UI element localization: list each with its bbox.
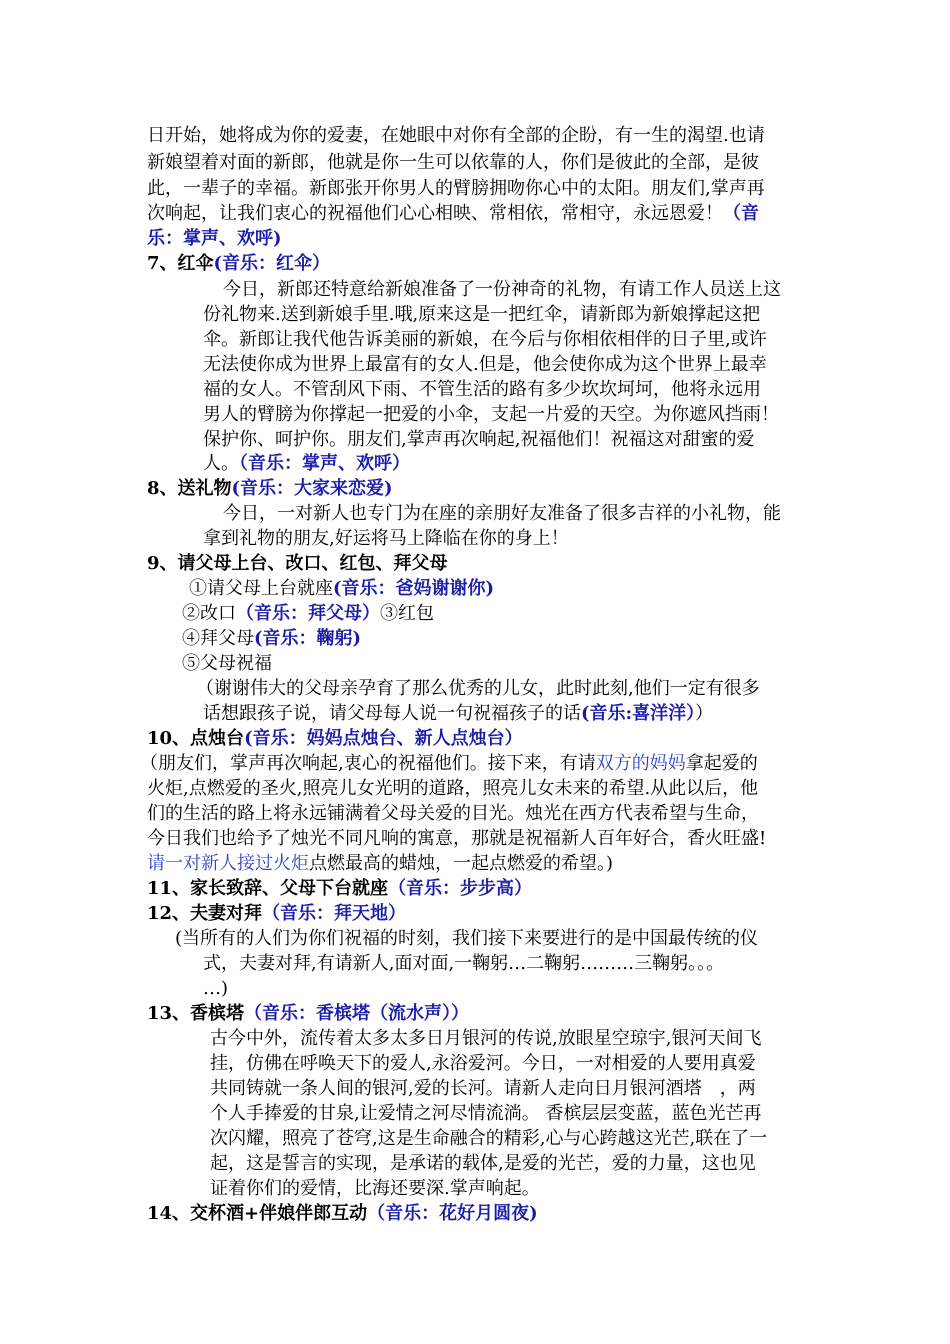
text: （谢谢伟大的父母亲孕育了那么优秀的儿女，此时此刻,他们一定有很多 <box>196 678 760 699</box>
text: ④拜父母 <box>182 628 254 649</box>
heading-text: 7、红伞 <box>147 253 214 274</box>
music-note: (音乐：鞠躬) <box>254 628 362 649</box>
paragraph-line <box>140 751 758 776</box>
section-heading <box>147 551 448 576</box>
text: ③红包 <box>380 603 434 624</box>
paragraph-line <box>210 1051 756 1076</box>
heading-text: 11、家长致辞、父母下台就座 <box>147 878 389 899</box>
highlight-text: 请一对新人接过火炬 <box>147 853 309 874</box>
text: 拿到礼物的朋友,好运将马上降临在你的身上！ <box>203 528 569 549</box>
text: ） <box>695 703 714 724</box>
list-item <box>182 626 361 651</box>
paragraph-line <box>210 1151 756 1176</box>
paragraph-line <box>147 851 613 876</box>
text: 保护你、呵护你。朋友们,掌声再次响起,祝福他们！祝福这对甜蜜的爱 <box>203 429 755 450</box>
paragraph-line <box>147 226 282 251</box>
text: 今日，新郎还特意给新娘准备了一份神奇的礼物，有请工作人员送上这 <box>223 279 781 300</box>
music-note: （音乐：香槟塔（流水声）） <box>244 1003 470 1024</box>
text: 男人的臂膀为你撑起一把爱的小伞，支起一片爱的天空。为你遮风挡雨！ <box>203 404 779 425</box>
text: 此，一辈子的幸福。新郎张开你男人的臂膀拥吻你心中的太阳。朋友们,掌声再 <box>147 178 765 199</box>
paragraph-line <box>210 1076 756 1101</box>
music-note: (音乐：爸妈谢谢你) <box>333 578 495 599</box>
paragraph-line <box>203 402 779 427</box>
text: 话想跟孩子说，请父母每人说一句祝福孩子的话 <box>203 703 581 724</box>
music-note: (音乐：大家来恋爱) <box>231 478 393 499</box>
text: 拿起爱的 <box>685 753 758 774</box>
text: 人。 <box>203 453 239 474</box>
paragraph-line <box>203 976 228 1001</box>
heading-text: 8、送礼物 <box>147 478 232 499</box>
music-note: 乐：掌声、欢呼) <box>147 228 282 249</box>
heading-text: 14、交杯酒+伴娘伴郎互动 <box>147 1203 368 1224</box>
paragraph-line <box>203 701 713 726</box>
text: 挂，仿佛在呼唤天下的爱人,永浴爱河。今日，一对相爱的人要用真爱 <box>210 1053 756 1074</box>
paragraph-line <box>203 451 410 476</box>
music-note: （音乐：花好月圆夜) <box>367 1203 538 1224</box>
list-item <box>182 601 434 626</box>
paragraph-line <box>175 926 758 951</box>
text: 古今中外，流传着太多太多日月银河的传说,放眼星空琼宇,银河天间飞 <box>210 1028 762 1049</box>
text: 今日，一对新人也专门为在座的亲朋好友准备了很多吉祥的小礼物，能 <box>223 503 781 524</box>
text: 证着你们的爱情，比海还要深.掌声响起。 <box>210 1178 540 1199</box>
paragraph-line <box>210 1026 761 1051</box>
section-heading <box>147 1001 469 1026</box>
paragraph-line <box>203 951 724 976</box>
text: (当所有的人们为你们祝福的时刻，我们接下来要进行的是中国最传统的仪 <box>175 928 759 949</box>
text: 今日我们也给予了烛光不同凡响的寓意，那就是祝福新人百年好合，香火旺盛! <box>147 828 767 849</box>
music-note: (音乐:喜洋洋） <box>581 703 696 724</box>
section-heading <box>147 251 330 276</box>
heading-text: 9、请父母上台、改口、红包、拜父母 <box>147 553 448 574</box>
music-note: （音乐：拜父母） <box>236 603 380 624</box>
text: 无法使你成为世界上最富有的女人.但是，他会使你成为这个世界上最幸 <box>203 354 767 375</box>
paragraph-line <box>147 150 759 175</box>
paragraph-line <box>203 427 754 452</box>
paragraph-line <box>203 327 767 352</box>
paragraph-line <box>223 277 781 302</box>
text: （朋友们，掌声再次响起,衷心的祝福他们。接下来，有请 <box>140 753 596 774</box>
music-note: (音乐：妈妈点烛台、新人点烛台） <box>244 728 523 749</box>
paragraph-line <box>203 526 569 551</box>
paragraph-line <box>203 377 761 402</box>
text: 份礼物来.送到新娘手里.哦,原来这是一把红伞，请新郎为新娘撑起这把 <box>203 304 761 325</box>
highlight-text: 双方的妈妈 <box>595 753 686 774</box>
section-heading <box>147 726 523 751</box>
paragraph-line <box>147 801 759 826</box>
paragraph-line <box>203 302 760 327</box>
music-note: （音乐：步步高） <box>388 878 533 899</box>
text: 日开始，她将成为你的爱妻，在她眼中对你有全部的企盼，有一生的渴望.也请 <box>147 125 765 146</box>
text: 次闪耀，照亮了苍穹,这是生命融合的精彩,心与心跨越这光芒,联在了一 <box>210 1128 768 1149</box>
music-note: (音乐：红伞） <box>213 253 331 274</box>
section-heading <box>147 876 532 901</box>
text: ⑤父母祝福 <box>182 653 272 674</box>
paragraph-line <box>147 826 766 851</box>
text: ①请父母上台就座 <box>189 578 333 599</box>
text: 新娘望着对面的新郎，他就是你一生可以依靠的人，你们是彼此的全部，是彼 <box>147 152 759 173</box>
text: 共同铸就一条人间的银河,爱的长河。请新人走向日月银河酒塔 ，两 <box>210 1078 756 1099</box>
text: 起，这是誓言的实现，是承诺的载体,是爱的光芒，爱的力量，这也见 <box>210 1153 756 1174</box>
section-heading <box>147 1201 538 1226</box>
paragraph-line <box>147 123 765 148</box>
text: 个人手捧爱的甘泉,让爱情之河尽情流淌。 香槟层层变蓝，蓝色光芒再 <box>210 1103 762 1124</box>
music-note: （音乐：拜天地） <box>262 903 407 924</box>
paragraph-line <box>210 1126 767 1151</box>
paragraph-line <box>147 176 765 201</box>
text: ②改口 <box>182 603 236 624</box>
heading-text: 12、夫妻对拜 <box>147 903 263 924</box>
text: 福的女人。不管刮风下雨、不管生活的路有多少坎坎坷坷，他将永远用 <box>203 379 761 400</box>
text: …) <box>203 978 229 999</box>
text: 式，夫妻对拜,有请新人,面对面,一鞠躬…二鞠躬………三鞠躬。。。 <box>203 953 725 974</box>
music-note: （音 <box>723 203 759 224</box>
paragraph-line <box>210 1176 540 1201</box>
text: 点燃最高的蜡烛，一起点燃爱的希望。) <box>309 853 614 874</box>
paragraph-line <box>147 776 758 801</box>
paragraph-line <box>147 201 759 226</box>
paragraph-line <box>203 352 767 377</box>
section-heading <box>147 476 393 501</box>
text: 们的生活的路上将永远铺满着父母关爱的目光。烛光在西方代表希望与生命， <box>147 803 759 824</box>
paragraph-line <box>196 676 760 701</box>
text: 火炬,点燃爱的圣火,照亮儿女光明的道路，照亮儿女未来的希望.从此以后，他 <box>147 778 759 799</box>
section-heading <box>147 901 406 926</box>
paragraph-line <box>210 1101 761 1126</box>
heading-text: 10、点烛台 <box>147 728 245 749</box>
music-note: （音乐：掌声、欢呼） <box>239 453 410 474</box>
text: 伞。新郎让我代他告诉美丽的新娘，在今后与你相依相伴的日子里,或许 <box>203 329 767 350</box>
list-item <box>182 651 272 676</box>
text: 次响起，让我们衷心的祝福他们心心相映、常相依，常相守，永远恩爱！ <box>147 203 723 224</box>
list-item <box>189 576 494 601</box>
paragraph-line <box>223 501 781 526</box>
heading-text: 13、香槟塔 <box>147 1003 245 1024</box>
